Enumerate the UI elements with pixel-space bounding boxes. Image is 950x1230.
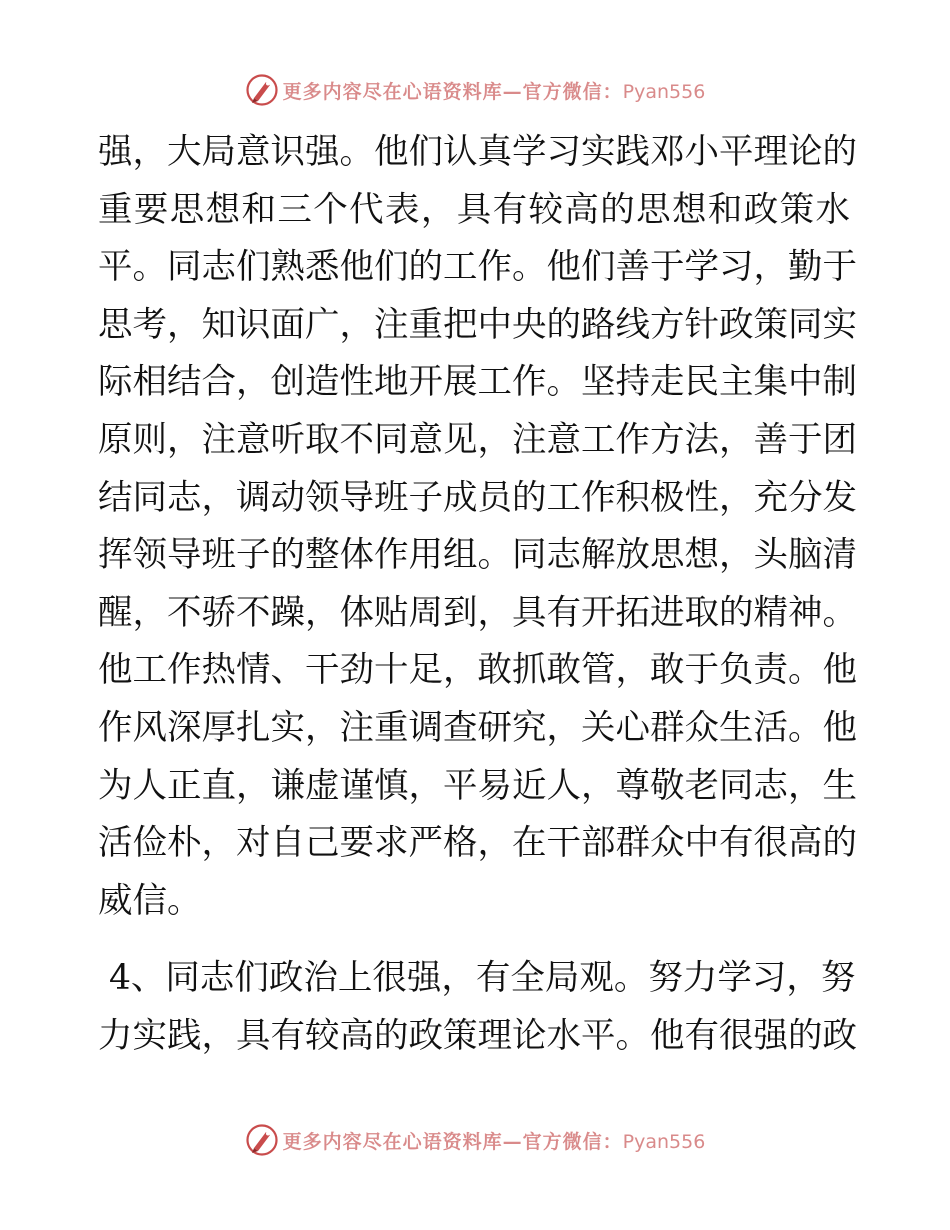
banner-text: 更多内容尽在心语资料库—官方微信：Pyan556 xyxy=(282,1130,706,1153)
text-line: 力实践，具有较高的政策理论水平。他有很强的政 xyxy=(98,1015,857,1056)
paragraph-gap xyxy=(98,930,850,950)
document-body xyxy=(98,124,857,1066)
text-line: 醒，不骄不躁，体贴周到，具有开拓进取的精神。 xyxy=(98,592,857,633)
banner-text: 更多内容尽在心语资料库—官方微信：Pyan556 xyxy=(282,80,706,103)
text-line: 结同志，调动领导班子成员的工作积极性，充分发 xyxy=(98,477,857,518)
text-line: 重要思想和三个代表，具有较高的思想和政策水 xyxy=(98,189,850,230)
wechat-id: Pyan556 xyxy=(622,1130,706,1153)
text-line: 他工作热情、干劲十足，敢抓敢管，敢于负责。他 xyxy=(98,650,857,691)
text-line: 为人正直，谦虚谨慎，平易近人，尊敬老同志，生 xyxy=(98,765,857,806)
paragraph-continued xyxy=(98,124,857,930)
header-banner xyxy=(0,70,950,110)
text-line: 挥领导班子的整体作用组。同志解放思想，头脑清 xyxy=(98,535,857,576)
pen-logo-icon xyxy=(245,73,279,107)
text-line: 4、同志们政治上很强，有全局观。努力学习，努 xyxy=(98,958,856,999)
text-line: 思考，知识面广，注重把中央的路线方针政策同实 xyxy=(98,304,857,345)
text-line: 强，大局意识强。他们认真学习实践邓小平理论的 xyxy=(98,132,857,172)
wechat-id: Pyan556 xyxy=(622,80,706,103)
paragraph-item-4 xyxy=(98,950,857,1065)
text-line: 平。同志们熟悉他们的工作。他们善于学习，勤于 xyxy=(98,247,857,288)
text-line: 活俭朴，对自己要求严格，在干部群众中有很高的 xyxy=(98,823,857,864)
footer-banner xyxy=(0,1120,950,1160)
text-line: 威信。 xyxy=(98,880,202,921)
pen-logo-icon xyxy=(245,1123,279,1157)
text-line: 作风深厚扎实，注重调查研究，关心群众生活。他 xyxy=(98,707,857,748)
text-line: 原则，注意听取不同意见，注意工作方法，善于团 xyxy=(98,419,857,460)
text-line: 际相结合，创造性地开展工作。坚持走民主集中制 xyxy=(98,362,857,403)
